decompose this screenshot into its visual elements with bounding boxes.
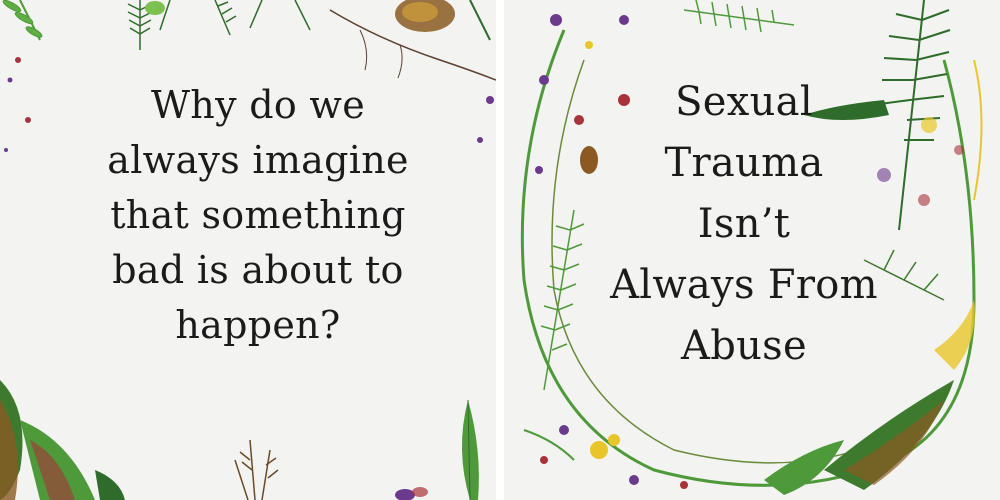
left-quote-line: always imagine [107,138,409,182]
right-title-line: Sexual [675,79,813,125]
right-title-line: Abuse [681,323,807,369]
right-title-line: Always From [610,262,878,308]
right-title-line: Trauma [664,140,824,186]
bottom-right-leaf [395,400,479,500]
left-quote-text [78,78,438,353]
right-title-line: Isn’t [697,201,791,247]
left-quote-line: Why do we [150,83,366,127]
right-quote-card [504,0,1000,500]
right-title-text [594,72,894,377]
bottom-dry-grass [235,440,278,500]
bottom-left-flowers [524,425,688,489]
top-leaf-green [145,1,165,15]
top-left-small-flowers [4,57,31,152]
top-left-fern [2,0,43,40]
left-quote-line: that something [110,193,406,237]
bottom-left-leaves [0,380,125,500]
left-quote-card [0,0,496,500]
panel-divider [496,0,504,500]
top-fern [684,0,794,32]
left-quote-line: bad is about to [112,248,404,292]
left-quote-line: happen? [175,303,341,347]
